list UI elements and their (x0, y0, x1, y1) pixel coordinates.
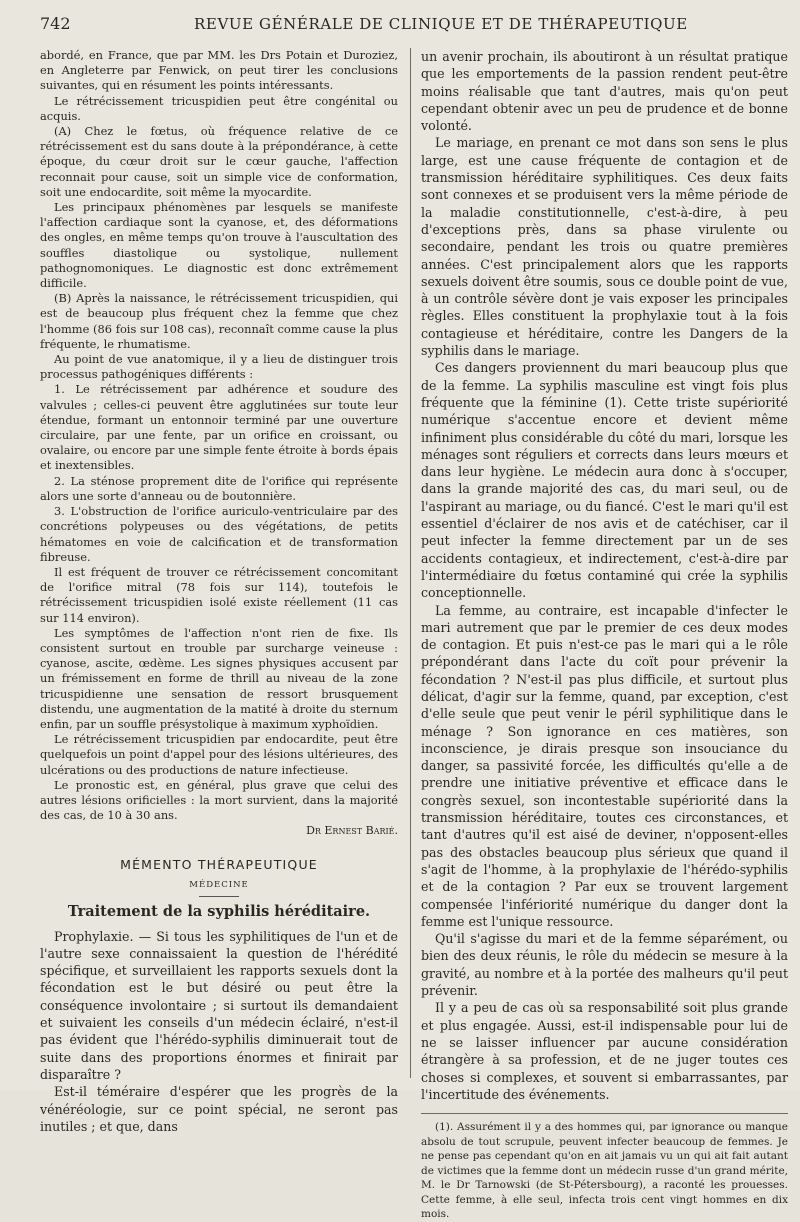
paragraph: Au point de vue anatomique, il y a lieu de distinguer trois processus pathogéniques différents : (40, 352, 398, 382)
running-head: REVUE GÉNÉRALE DE CLINIQUE ET DE THÉRAPEUTIQUE (194, 15, 688, 33)
divider (199, 896, 239, 897)
article-body (40, 928, 398, 1136)
paragraph: abordé, en France, que par MM. les Drs Potain et Duroziez, en Angleterre par Fenwick, on peut tirer les conclusions suivantes, qui en résument les points intéressants. (40, 48, 398, 93)
article-title: Traitement de la syphilis héréditaire. (67, 902, 371, 920)
paragraph: Le rétrécissement tricuspidien par endocardite, peut être quelquefois un point d'appel pour des lésions ultérieures, des ulcérations ou des productions de nature infectieuse. (40, 732, 398, 777)
page-header (40, 14, 794, 48)
paragraph: Les symptômes de l'affection n'ont rien de fixe. Ils consistent surtout en trouble par surcharge veineuse : cyanose, ascite, œdème. Les signes physiques accusent par un frémissement en forme de thrill au niveau de la zone tricuspidienne une sensation de ressort brusquement distendu, une augmentation de la matité à droite du sternum enfin, par un souffle présystolique à maximum xyphoïdien. (40, 625, 398, 731)
paragraph: Est-il téméraire d'espérer que les progrès de la vénéréologie, sur ce point spécial, ne seront pas inutiles ; et que, dans (40, 1084, 398, 1134)
paragraph: un avenir prochain, ils aboutiront à un résultat pratique que les emportements de la passion rendent peut-être moins réalisable que tant d'autres, mais qu'on peut cependant obtenir avec un peu de prudence et de bonne volonté. (421, 49, 788, 134)
paragraph: Les principaux phénomènes par lesquels se manifeste l'affection cardiaque sont la cyanose, et, des déformations des ongles, en même temps qu'on trouve à l'auscultation des souffles diastolique ou systolique, nullement pathognomoniques. Le diagnostic est donc extrêmement difficile. (40, 200, 398, 291)
paragraph: 2. La sténose proprement dite de l'orifice qui représente alors une sorte d'anneau ou de boutonnière. (40, 473, 398, 503)
paragraph: Il est fréquent de trouver ce rétrécissement concomitant de l'orifice mitral (78 fois sur 114), toutefois le rétrécissement tricuspidien isolé existe réellement (11 cas sur 114 environ). (40, 564, 398, 625)
right-column (410, 48, 788, 1221)
footnote (421, 1120, 788, 1222)
section-subheading: MÉDECINE (189, 879, 249, 890)
paragraph: Prophylaxie. — Si tous les syphilitiques de l'un et de l'autre sexe connaissaient la question de l'hérédité spécifique, et surveillaient les rapports sexuels dont la fécondation est le but désiré ou peut être la conséquence involontaire ; si surtout ils demandaient et suivaient les conseils d'un médecin éclairé, n'est-il pas évident que l'hérédo-syphilis diminuerait tout de suite dans des proportions énormes et finirait par disparaître ? (40, 928, 398, 1082)
article-body-continued (421, 48, 788, 1103)
paragraph: 1. Le rétrécissement par adhérence et soudure des valvules ; celles-ci peuvent être agglutinées sur toute leur étendue, formant un entonnoir terminé par une ouverture circulaire, par une fente, par un orifice en croissant, ou ovalaire, ou encore par une simple fente étroite à bords épais et inextensibles. (40, 382, 398, 473)
section-heading: MÉMENTO THÉRAPEUTIQUE (120, 856, 318, 872)
paragraph: Le rétrécissement tricuspidien peut être congénital ou acquis. (40, 93, 398, 123)
left-column (40, 48, 410, 1134)
paragraph: Qu'il s'agisse du mari et de la femme séparément, ou bien des deux réunis, le rôle du médecin se mesure à la gravité, au nombre et à la portée des malheurs qu'il peut prévenir. (421, 931, 788, 999)
paragraph: Le mariage, en prenant ce mot dans son sens le plus large, est une cause fréquente de contagion et de transmission héréditaire syphilitiques. Ces deux faits sont connexes et se produisent vers la même période de la maladie constitutionnelle, c'est-à-dire, à peu d'exceptions près, dans sa phase virulente ou secondaire, pendant les trois ou quatre premières années. C'est principalement alors que les rapports sexuels doivent être soumis, sous ce double point de vue, à un contrôle sévère dont je vais exposer les principales règles. Elles constituent la prophylaxie tout à la fois contagieuse et héréditaire, contre les Dangers de la syphilis dans le mariage. (421, 135, 788, 359)
paragraph: (A) Chez le fœtus, où fréquence relative de ce rétrécissement est du sans doute à la prépondérance, à cette époque, du cœur droit sur le cœur gauche, l'affection reconnait pour cause, soit un simple vice de conformation, soit une endocardite, soit même la myocardite. (40, 124, 398, 199)
paragraph: La femme, au contraire, est incapable d'infecter le mari autrement que par le premier de ces deux modes de contagion. Et puis n'est-ce pas le mari qui a le rôle prépondérant dans l'acte du coït pour prévenir la fécondation ? N'est-il pas plus difficile, et surtout plus délicat, d'agir sur la femme, quand, par exception, c'est d'elle seule que peut venir le péril syphilitique dans le ménage ? Son ignorance en ces matières, son inconscience, je dirais presque son insouciance du danger, sa passivité forcée, les difficultés qu'elle a de prendre une initiative préventive et efficace dans le congrès sexuel, son incontestable supériorité dans la transmission héréditaire, toutes ces circonstances, et tant d'autres qu'il est aisé de deviner, n'opposent-elles pas des obstacles beaucoup plus sérieux que quand il s'agit de l'homme, à la prophylaxie de l'hérédo-syphilis et de la contagion ? Par eux se trouvent largement compensée l'infériorité numérique du danger dont la femme est l'unique ressource. (421, 602, 788, 929)
page-number: 742 (40, 14, 71, 33)
footnote-text: (1). Assurément il y a des hommes qui, par ignorance ou manque absolu de tout scrupule, peuvent infecter beaucoup de femmes. Je ne pense pas cependant qu'on en ait jamais vu un qui ait fait autant de victimes que la femme dont un médecin russe d'un grand mérite, M. le Dr Tarnowski (de St-Pétersbourg), a raconté les prouesses. Cette femme, à elle seul, infecta trois cent vingt hommes en dix mois. (421, 1121, 788, 1221)
footnote-divider (421, 1113, 788, 1114)
paragraph: Ces dangers proviennent du mari beaucoup plus que de la femme. La syphilis masculine est vingt fois plus fréquente que la féminine (1). Cette triste supériorité numérique s'accentue encore et devient même infiniment plus considérable du côté du mari, lorsque les ménages sont réguliers et corrects dans leurs mœurs et dans leur hygiène. Le médecin aura donc à s'occuper, dans la grande majorité des cas, du mari seul, ou de l'aspirant au mariage, ou du fiancé. C'est le mari qu'il est essentiel d'éclairer de nos avis et de catéchiser, car il peut infecter la femme directement par un de ses accidents contagieux, et indirectement, c'est-à-dire par l'intermédiaire du fœtus contaminé qui crée la syphilis conceptionnelle. (421, 360, 788, 601)
paragraph: Le pronostic est, en général, plus grave que celui des autres lésions orificielles : la mort survient, dans la majorité des cas, de 10 à 30 ans. (40, 777, 398, 823)
author-signature: Dr Ernest Barié. (306, 824, 398, 838)
paragraph: (B) Après la naissance, le rétrécissement tricuspidien, qui est de beaucoup plus fréquent chez la femme que chez l'homme (86 fois sur 108 cas), reconnaît comme cause la plus fréquente, le rhumatisme. (40, 291, 398, 351)
paragraph: 3. L'obstruction de l'orifice auriculo-ventriculaire par des concrétions polypeuses ou des végétations, de petits hématomes en voie de calcification et de transformation fibreuse. (40, 504, 398, 564)
paragraph: Il y a peu de cas où sa responsabilité soit plus grande et plus engagée. Aussi, est-il indispensable pour lui de ne se laisser influencer par aucune considération étrangère à sa profession, et de ne juger toutes ces choses si complexes, et souvent si embarrassantes, par l'incertitude des événements. (421, 1000, 788, 1102)
text-columns (40, 48, 794, 1221)
